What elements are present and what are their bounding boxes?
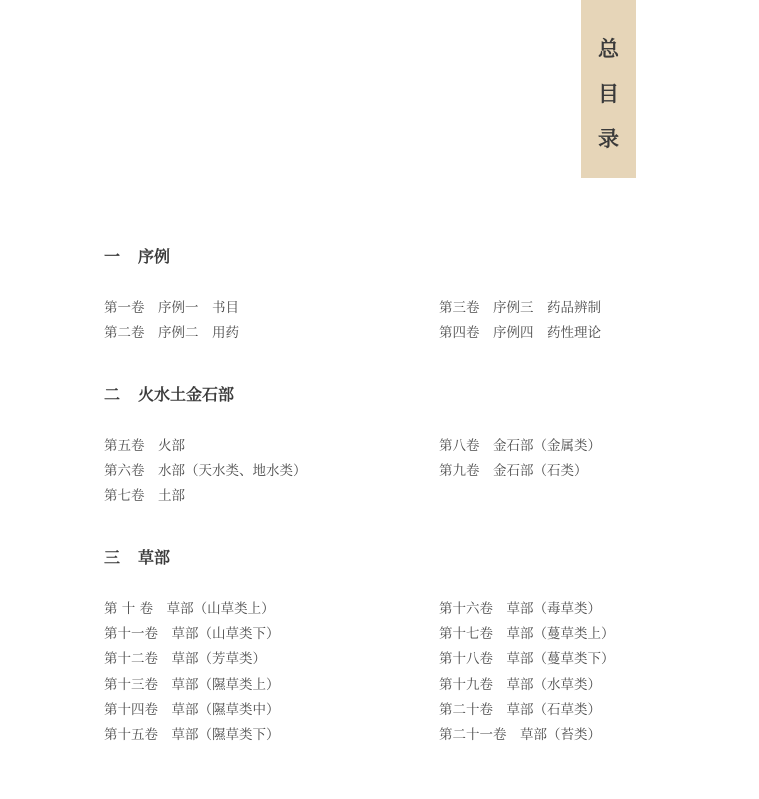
toc-entry[interactable]: 第十九卷 草部（水草类） [439,676,601,693]
section-number: 三 [104,548,121,567]
entry-column-right [439,296,601,346]
toc-entry[interactable]: 第二十卷 草部（石草类） [439,701,601,718]
section-title [104,244,170,267]
entry-column-right [439,434,601,484]
entry-column-left [104,296,239,346]
toc-entry[interactable]: 第十六卷 草部（毒草类） [439,601,601,617]
toc-entry[interactable]: 第十五卷 草部（隰草类下） [104,726,280,743]
toc-entry[interactable]: 第十八卷 草部（蔓草类下） [439,651,615,668]
tab-char: 录 [598,126,619,151]
toc-entry[interactable]: 第二卷 序例二 用药 [104,325,239,342]
section-number: 一 [104,247,121,266]
toc-entry[interactable]: 第八卷 金石部（金属类） [439,438,601,454]
tab-char: 目 [598,81,619,106]
toc-entry[interactable]: 第十四卷 草部（隰草类中） [104,701,280,718]
toc-entry[interactable]: 第五卷 火部 [104,438,185,454]
toc-entry[interactable]: 第四卷 序例四 药性理论 [439,325,601,342]
section-number: 二 [104,385,121,404]
tab-char: 总 [598,36,619,61]
section-title [104,382,234,405]
entry-column-left [104,434,307,510]
toc-entry[interactable]: 第十一卷 草部（山草类下） [104,626,280,643]
toc-entry[interactable]: 第十三卷 草部（隰草类上） [104,676,280,693]
section-title [104,545,170,568]
toc-entry[interactable]: 第 十 卷 草部（山草类上） [104,601,275,617]
toc-tab [581,0,636,178]
section-label: 序例 [138,247,171,266]
toc-entry[interactable]: 第九卷 金石部（石类） [439,463,588,480]
section-label: 草部 [138,548,171,567]
toc-entry[interactable]: 第十七卷 草部（蔓草类上） [439,626,615,643]
entry-column-left [104,597,280,748]
entry-column-right [439,597,615,748]
section-label: 火水土金石部 [138,385,235,404]
toc-entry[interactable]: 第十二卷 草部（芳草类） [104,651,266,668]
toc-entry[interactable]: 第二十一卷 草部（苔类） [439,726,601,743]
toc-entry[interactable]: 第三卷 序例三 药品辨制 [439,300,601,316]
toc-entry[interactable]: 第一卷 序例一 书目 [104,300,239,316]
toc-entry[interactable]: 第七卷 土部 [104,488,185,505]
toc-entry[interactable]: 第六卷 水部（天水类、地水类） [104,463,307,480]
